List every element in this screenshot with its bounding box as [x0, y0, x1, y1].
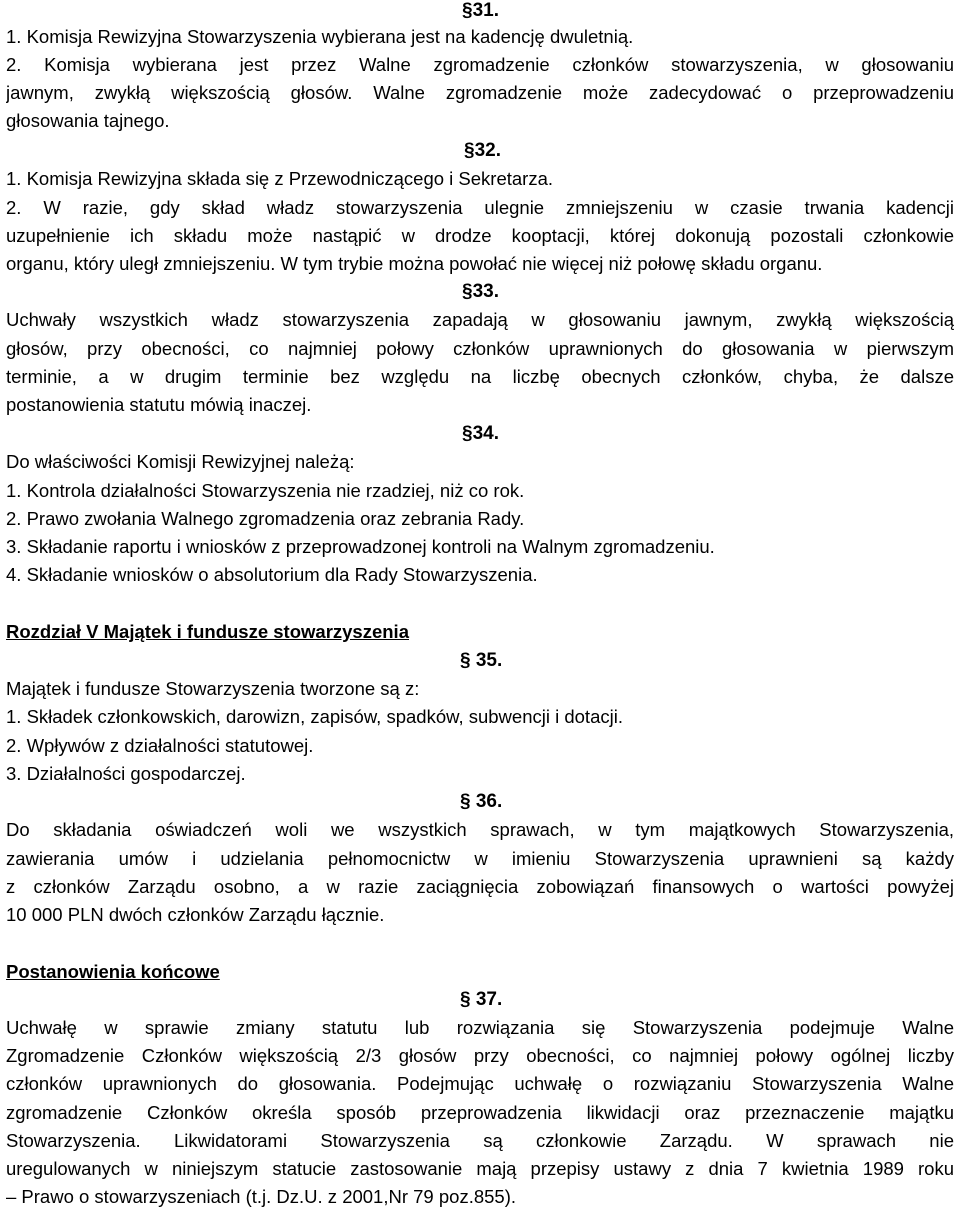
text-line: 1. Komisja Rewizyjna Stowarzyszenia wybierana jest na kadencję dwuletnią. — [6, 26, 634, 47]
text-line: jawnym, zwykłą większością głosów. Walne zgromadzenie może zadecydować o przeprowadzeniu — [6, 82, 954, 103]
text-line: 2. W razie, gdy skład władz stowarzyszenia ulegnie zmniejszeniu w czasie trwania kadencji — [6, 197, 954, 218]
section-36-heading: § 36. — [460, 791, 503, 812]
text-line: członków uprawnionych do głosowania. Podejmując uchwałę o rozwiązaniu Stowarzyszenia Walne — [6, 1073, 954, 1094]
chapter-heading: Rozdział V Majątek i fundusze stowarzyszenia — [6, 621, 409, 642]
text-line: zgromadzenie Członków określa sposób przeprowadzenia likwidacji oraz przeznaczenie majątku — [6, 1102, 954, 1123]
text-line: zawierania umów i udzielania pełnomocnictw w imieniu Stowarzyszenia uprawnieni są każdy — [6, 848, 954, 869]
text-line: 1. Komisja Rewizyjna składa się z Przewodniczącego i Sekretarza. — [6, 168, 554, 189]
section-33-heading: §33. — [462, 281, 499, 302]
text-line: głosowania tajnego. — [6, 110, 170, 131]
text-line: uregulowanych w niniejszym statucie zastosowanie mają przepisy ustawy z dnia 7 kwietnia 1989 roku — [6, 1158, 954, 1179]
section-37-heading: § 37. — [460, 989, 503, 1010]
section-32-heading: §32. — [464, 140, 501, 161]
text-line: 4. Składanie wniosków o absolutorium dla Rady Stowarzyszenia. — [6, 564, 538, 585]
text-line: 3. Działalności gospodarczej. — [6, 763, 246, 784]
text-line: 1. Kontrola działalności Stowarzyszenia nie rzadziej, niż co rok. — [6, 480, 525, 501]
section-35-heading: § 35. — [460, 650, 503, 671]
text-line: 10 000 PLN dwóch członków Zarządu łącznie. — [6, 904, 385, 925]
text-line: Do składania oświadczeń woli we wszystkich sprawach, w tym majątkowych Stowarzyszenia, — [6, 819, 954, 840]
text-line: 3. Składanie raportu i wniosków z przeprowadzonej kontroli na Walnym zgromadzeniu. — [6, 536, 715, 557]
final-provisions-heading: Postanowienia końcowe — [6, 961, 220, 982]
text-line: 1. Składek członkowskich, darowizn, zapisów, spadków, subwencji i dotacji. — [6, 706, 623, 727]
text-line: głosów, przy obecności, co najmniej połowy członków uprawnionych do głosowania w pierwszym — [6, 338, 954, 359]
text-line: 2. Prawo zwołania Walnego zgromadzenia oraz zebrania Rady. — [6, 508, 525, 529]
section-31-heading: §31. — [462, 0, 499, 21]
text-line: z członków Zarządu osobno, a w razie zaciągnięcia zobowiązań finansowych o wartości powyżej — [6, 876, 954, 897]
text-line: 2. Komisja wybierana jest przez Walne zgromadzenie członków stowarzyszenia, w głosowaniu — [6, 54, 954, 75]
text-line: Stowarzyszenia. Likwidatorami Stowarzyszenia są członkowie Zarządu. W sprawach nie — [6, 1130, 954, 1151]
text-line: Uchwały wszystkich władz stowarzyszenia zapadają w głosowaniu jawnym, zwykłą większością — [6, 309, 954, 330]
text-line: terminie, a w drugim terminie bez względu na liczbę obecnych członków, chyba, że dalsze — [6, 366, 954, 387]
text-line: Do właściwości Komisji Rewizyjnej należą: — [6, 451, 355, 472]
section-34-heading: §34. — [462, 423, 499, 444]
text-line: uzupełnienie ich składu może nastąpić w drodze kooptacji, której dokonują pozostali członkowie — [6, 225, 954, 246]
text-line: – Prawo o stowarzyszeniach (t.j. Dz.U. z 2001,Nr 79 poz.855). — [6, 1186, 516, 1207]
text-line: Uchwałę w sprawie zmiany statutu lub rozwiązania się Stowarzyszenia podejmuje Walne — [6, 1017, 954, 1038]
text-line: 2. Wpływów z działalności statutowej. — [6, 735, 314, 756]
text-line: postanowienia statutu mówią inaczej. — [6, 394, 312, 415]
text-line: Majątek i fundusze Stowarzyszenia tworzone są z: — [6, 678, 420, 699]
text-line: organu, który uległ zmniejszeniu. W tym trybie można powołać nie więcej niż połowę składu organu. — [6, 253, 823, 274]
text-line: Zgromadzenie Członków większością 2/3 głosów przy obecności, co najmniej połowy ogólnej liczby — [6, 1045, 954, 1066]
